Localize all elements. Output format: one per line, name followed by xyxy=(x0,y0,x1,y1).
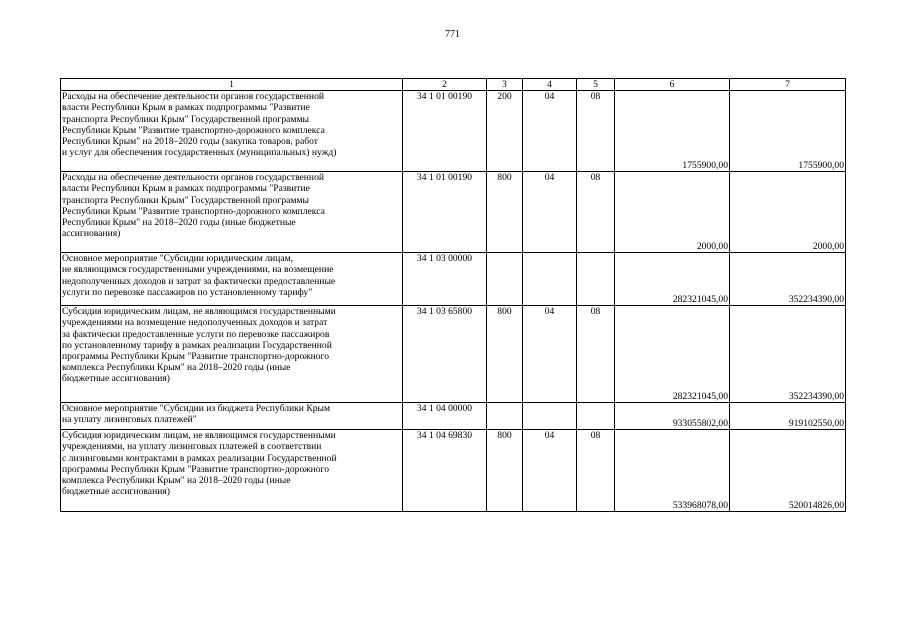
table-row xyxy=(61,403,846,430)
row-amount-col7: 352234390,00 xyxy=(730,306,846,403)
row-section xyxy=(523,253,577,306)
row-subsection xyxy=(577,253,615,306)
row-description: Основное мероприятие "Субсидии юридическим лицам, не являющимся государственными учреждениями, на возмещение недополученных доходов и затрат за фактически предоставленные услуги по перевозке пассажиров по установленному тарифу" xyxy=(61,253,403,306)
row-target-code: 34 1 03 65800 xyxy=(403,306,487,403)
row-expense-type xyxy=(487,253,523,306)
table-row xyxy=(61,306,846,403)
column-header: 5 xyxy=(577,79,615,91)
row-amount-col7: 2000,00 xyxy=(730,172,846,253)
table-row xyxy=(61,253,846,306)
column-header: 3 xyxy=(487,79,523,91)
row-amount-col6: 1755900,00 xyxy=(615,91,730,172)
row-amount-col6: 533968078,00 xyxy=(615,430,730,512)
row-amount-col6: 282321045,00 xyxy=(615,306,730,403)
budget-table xyxy=(60,78,846,512)
row-expense-type: 800 xyxy=(487,430,523,512)
row-amount-col6: 2000,00 xyxy=(615,172,730,253)
row-subsection: 08 xyxy=(577,430,615,512)
row-description: Расходы на обеспечение деятельности органов государственной власти Республики Крым в рамках подпрограммы "Развитие транспорта Республики Крым" Государственной программы Республики Крым "Развитие транспортно-дорожного комплекса Республики Крым" на 2018–2020 годы (иные бюджетные ассигнования) xyxy=(61,172,403,253)
row-subsection: 08 xyxy=(577,172,615,253)
column-header: 4 xyxy=(523,79,577,91)
column-header: 7 xyxy=(730,79,846,91)
row-description: Субсидия юридическим лицам, не являющимся государственными учреждениями на возмещение недополученных доходов и затрат за фактически предоставленные услуги по перевозке пассажиров по установленному тарифу в рамках реализации Государственной программы Республики Крым "Развитие транспортно-дорожного комплекса Республики Крым" на 2018–2020 годы (иные бюджетные ассигнования) xyxy=(61,306,403,403)
row-target-code: 34 1 04 69830 xyxy=(403,430,487,512)
row-subsection: 08 xyxy=(577,91,615,172)
row-section: 04 xyxy=(523,172,577,253)
column-header: 1 xyxy=(61,79,403,91)
row-target-code: 34 1 04 00000 xyxy=(403,403,487,430)
column-header: 2 xyxy=(403,79,487,91)
row-amount-col6: 933055802,00 xyxy=(615,403,730,430)
row-target-code: 34 1 01 00190 xyxy=(403,172,487,253)
row-section xyxy=(523,403,577,430)
table-row xyxy=(61,91,846,172)
row-amount-col7: 352234390,00 xyxy=(730,253,846,306)
table-row xyxy=(61,172,846,253)
row-amount-col7: 1755900,00 xyxy=(730,91,846,172)
table-row xyxy=(61,430,846,512)
row-expense-type: 800 xyxy=(487,172,523,253)
row-subsection: 08 xyxy=(577,306,615,403)
row-expense-type: 800 xyxy=(487,306,523,403)
row-description: Расходы на обеспечение деятельности органов государственной власти Республики Крым в рамках подпрограммы "Развитие транспорта Республики Крым" Государственной программы Республики Крым "Развитие транспортно-дорожного комплекса Республики Крым" на 2018–2020 годы (закупка товаров, работ и услуг для обеспечения государственных (муниципальных) нужд) xyxy=(61,91,403,172)
row-amount-col7: 520014826,00 xyxy=(730,430,846,512)
row-subsection xyxy=(577,403,615,430)
row-expense-type: 200 xyxy=(487,91,523,172)
row-section: 04 xyxy=(523,306,577,403)
column-header: 6 xyxy=(615,79,730,91)
row-section: 04 xyxy=(523,430,577,512)
row-section: 04 xyxy=(523,91,577,172)
row-amount-col6: 282321045,00 xyxy=(615,253,730,306)
page-number: 771 xyxy=(445,29,460,40)
table-header-row xyxy=(61,79,846,91)
row-expense-type xyxy=(487,403,523,430)
row-target-code: 34 1 03 00000 xyxy=(403,253,487,306)
row-amount-col7: 919102550,00 xyxy=(730,403,846,430)
row-description: Субсидия юридическим лицам, не являющимся государственными учреждениями, на уплату лизинговых платежей в соответствии с лизинговыми контрактами в рамках реализации Государственной программы Республики Крым "Развитие транспортно-дорожного комплекса Республики Крым" на 2018–2020 годы (иные бюджетные ассигнования) xyxy=(61,430,403,512)
row-target-code: 34 1 01 00190 xyxy=(403,91,487,172)
row-description: Основное мероприятие "Субсидии из бюджета Республики Крым на уплату лизинговых платежей" xyxy=(61,403,403,430)
